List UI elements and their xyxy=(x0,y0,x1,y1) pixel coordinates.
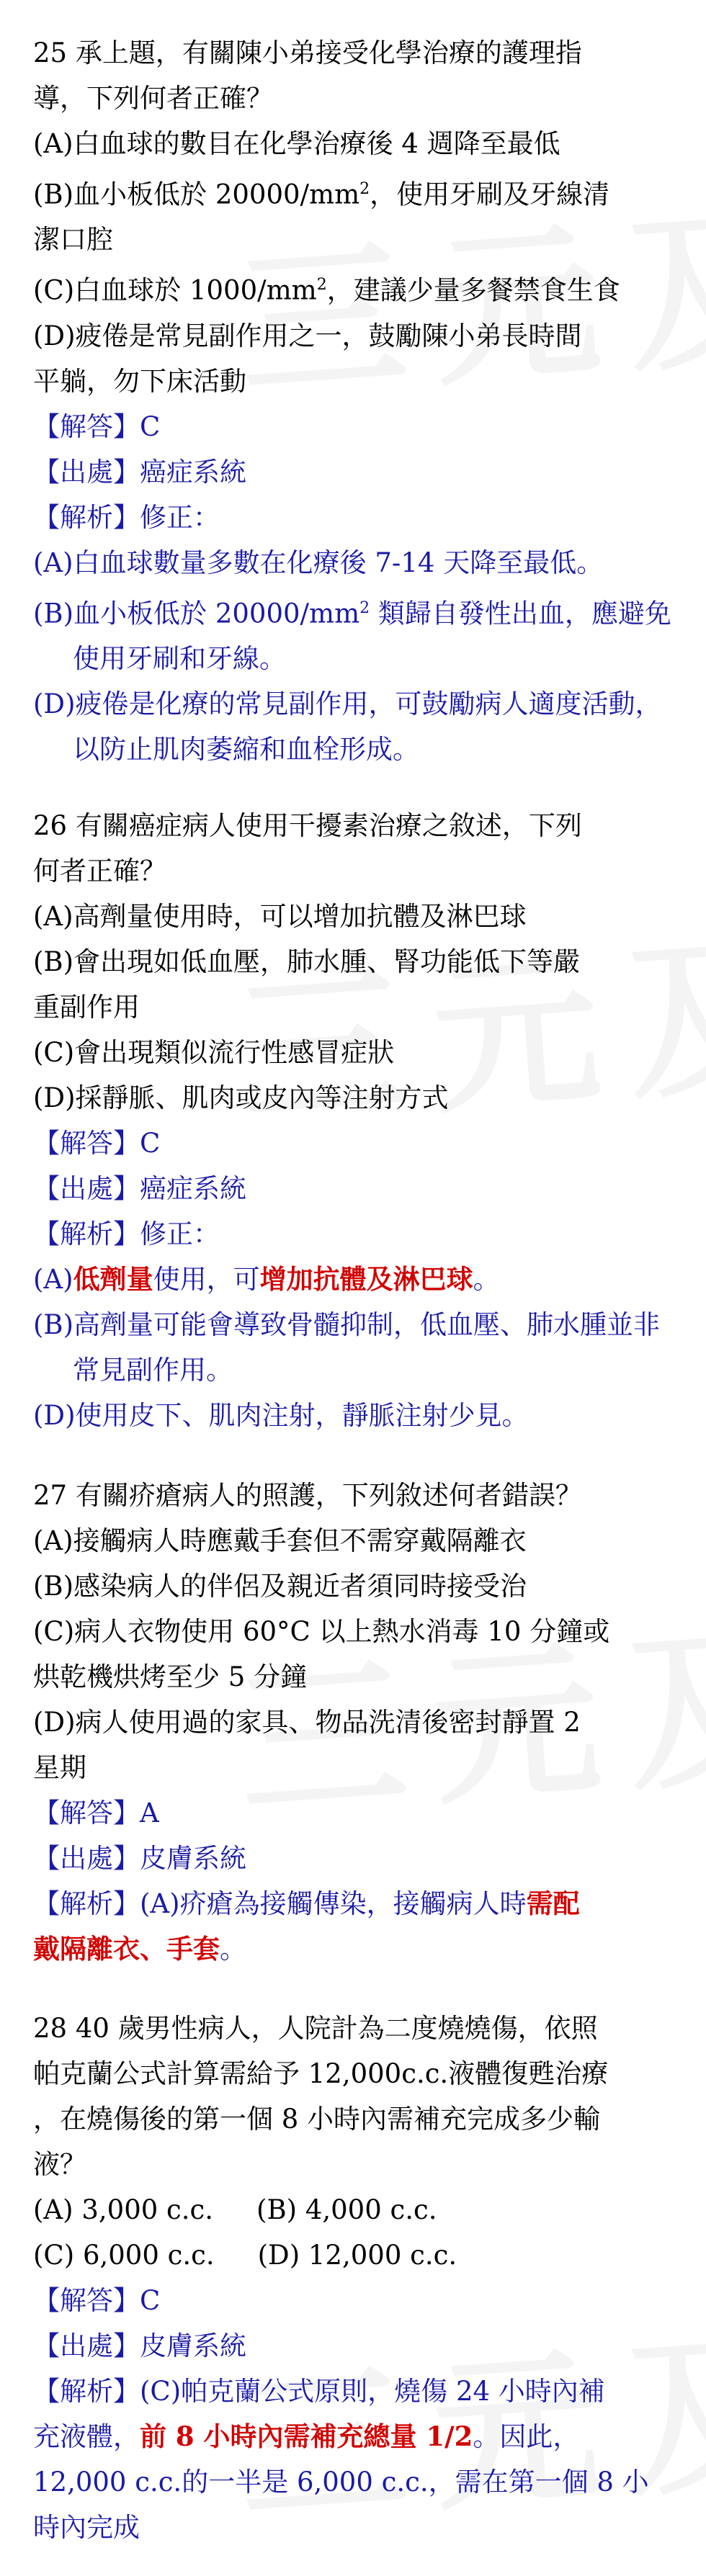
option-d: (D)病人使用過的家具、物品洗清後密封靜置 2 xyxy=(33,1707,581,1738)
source-label: 【出處】 xyxy=(33,1843,140,1874)
option-d: (D)採靜脈、肌肉或皮內等注射方式 xyxy=(33,1082,449,1113)
explanation-cont: 充液體，前 8 小時內需補充總量 1/2。因此， xyxy=(33,2420,580,2452)
option-a: (A)接觸病人時應戴手套但不需穿戴隔離衣 xyxy=(33,1525,527,1556)
options-row-ab xyxy=(33,2187,674,2232)
question-stem: 27 有關疥瘡病人的照護，下列敘述何者錯誤？ xyxy=(33,1480,582,1511)
option-c: (C)病人衣物使用 60°C 以上熱水消毒 10 分鐘或 xyxy=(33,1616,610,1647)
option-a: (A) 3,000 c.c. xyxy=(33,2194,214,2225)
question-stem-cont: 導，下列何者正確？ xyxy=(33,83,273,114)
explanation-head: 【解析】修正： xyxy=(33,501,220,533)
source-value: 皮膚系統 xyxy=(140,1843,246,1874)
explanation-head: 【解析】修正： xyxy=(33,1219,220,1249)
source-line xyxy=(33,1166,674,1211)
explanation-cont: 戴隔離衣、手套。 xyxy=(33,1933,246,1965)
option-c: (C) 6,000 c.c. xyxy=(33,2240,215,2271)
option-c: (C)白血球於 $1000/mm^2$，建議少量多餐禁食生食 xyxy=(33,274,620,306)
explanation-d: (D)使用皮下、肌肉注射，靜脈注射少見。 xyxy=(33,1400,529,1431)
question-27 xyxy=(33,1473,674,1972)
question-25 xyxy=(33,30,674,772)
option-b: (B)血小板低於 $20000/mm^2$，使用牙刷及牙線清 xyxy=(33,179,610,210)
source-value: 癌症系統 xyxy=(140,1173,246,1204)
option-d: (D) 12,000 c.c. xyxy=(257,2240,457,2271)
source-label: 【出處】 xyxy=(33,2330,140,2361)
answer-value: C xyxy=(140,2285,161,2316)
answer-line xyxy=(33,1121,674,1166)
explanation-cont: 時內完成 xyxy=(33,2512,140,2543)
question-26 xyxy=(33,803,674,1438)
option-a: (A)高劑量使用時，可以增加抗體及淋巴球 xyxy=(33,901,527,932)
source-line xyxy=(33,1836,674,1881)
option-b: (B)感染病人的伴侶及親近者須同時接受治 xyxy=(33,1571,527,1602)
option-d: (D)疲倦是常見副作用之一，鼓勵陳小弟長時間 xyxy=(33,320,582,351)
question-stem-cont: 帕克蘭公式計算需給予 12,000c.c.液體復甦治療 xyxy=(33,2058,609,2089)
explanation: 【解析】(A)疥瘡為接觸傳染，接觸病人時需配 xyxy=(33,1888,580,1919)
option-d-cont: 平躺，勿下床活動 xyxy=(33,365,246,397)
source-label: 【出處】 xyxy=(33,1173,140,1204)
answer-value: C xyxy=(140,1128,161,1159)
source-value: 癌症系統 xyxy=(140,456,246,488)
question-stem: 25 承上題，有關陳小弟接受化學治療的護理指 xyxy=(33,37,582,68)
explanation-a: (A)白血球數量多數在化療後 7-14 天降至最低。 xyxy=(33,547,604,578)
option-c-cont: 烘乾機烘烤至少 5 分鐘 xyxy=(33,1661,308,1692)
question-28 xyxy=(33,2006,674,2550)
question-stem: 26 有關癌症病人使用干擾素治療之敘述，下列 xyxy=(33,810,582,841)
option-d-cont: 星期 xyxy=(33,1752,86,1783)
source-value: 皮膚系統 xyxy=(140,2330,246,2361)
answer-label: 【解答】 xyxy=(33,2285,140,2316)
explanation-cont: 12,000 c.c.的一半是 6,000 c.c.，需在第一個 8 小 xyxy=(33,2467,649,2498)
question-stem-cont: ，在燒傷後的第一個 8 小時內需補充完成多少輸 xyxy=(33,2104,601,2135)
option-b: (B) 4,000 c.c. xyxy=(256,2194,437,2225)
answer-line xyxy=(33,404,674,449)
options-row-cd xyxy=(33,2232,674,2278)
question-stem: 28 40 歲男性病人，人院計為二度燒燒傷，依照 xyxy=(33,2013,598,2044)
question-stem-cont: 液？ xyxy=(33,2149,86,2180)
option-c: (C)會出現類似流行性感冒症狀 xyxy=(33,1037,395,1068)
source-line xyxy=(33,449,674,495)
option-b-cont: 重副作用 xyxy=(33,992,140,1023)
explanation: 【解析】(C)帕克蘭公式原則，燒傷 24 小時內補 xyxy=(33,2376,605,2407)
explanation-b: (B)血小板低於 $20000/mm^2$ 類歸自發性出血，應避免使用牙刷和牙線。 xyxy=(33,597,671,674)
answer-value: A xyxy=(140,1798,159,1828)
answer-line xyxy=(33,2278,674,2323)
answer-label: 【解答】 xyxy=(33,1798,140,1828)
option-b: (B)會出現如低血壓，肺水腫、腎功能低下等嚴 xyxy=(33,946,581,977)
answer-label: 【解答】 xyxy=(33,1128,140,1159)
source-label: 【出處】 xyxy=(33,456,140,488)
answer-value: C xyxy=(140,410,161,442)
answer-label: 【解答】 xyxy=(33,410,140,442)
option-b-cont: 潔口腔 xyxy=(33,224,113,256)
explanation-d: (D)疲倦是化療的常見副作用，可鼓勵病人適度活動，以防止肌肉萎縮和血栓形成。 xyxy=(33,688,662,765)
source-line xyxy=(33,2323,674,2369)
question-stem-cont: 何者正確？ xyxy=(33,856,166,887)
option-a: (A)白血球的數目在化學治療後 4 週降至最低 xyxy=(33,128,560,159)
answer-line xyxy=(33,1790,674,1836)
explanation-a: (A)低劑量使用，可增加抗體及淋巴球。 xyxy=(33,1263,500,1295)
explanation-b: (B)高劑量可能會導致骨髓抑制，低血壓、肺水腫並非常見副作用。 xyxy=(33,1309,661,1386)
